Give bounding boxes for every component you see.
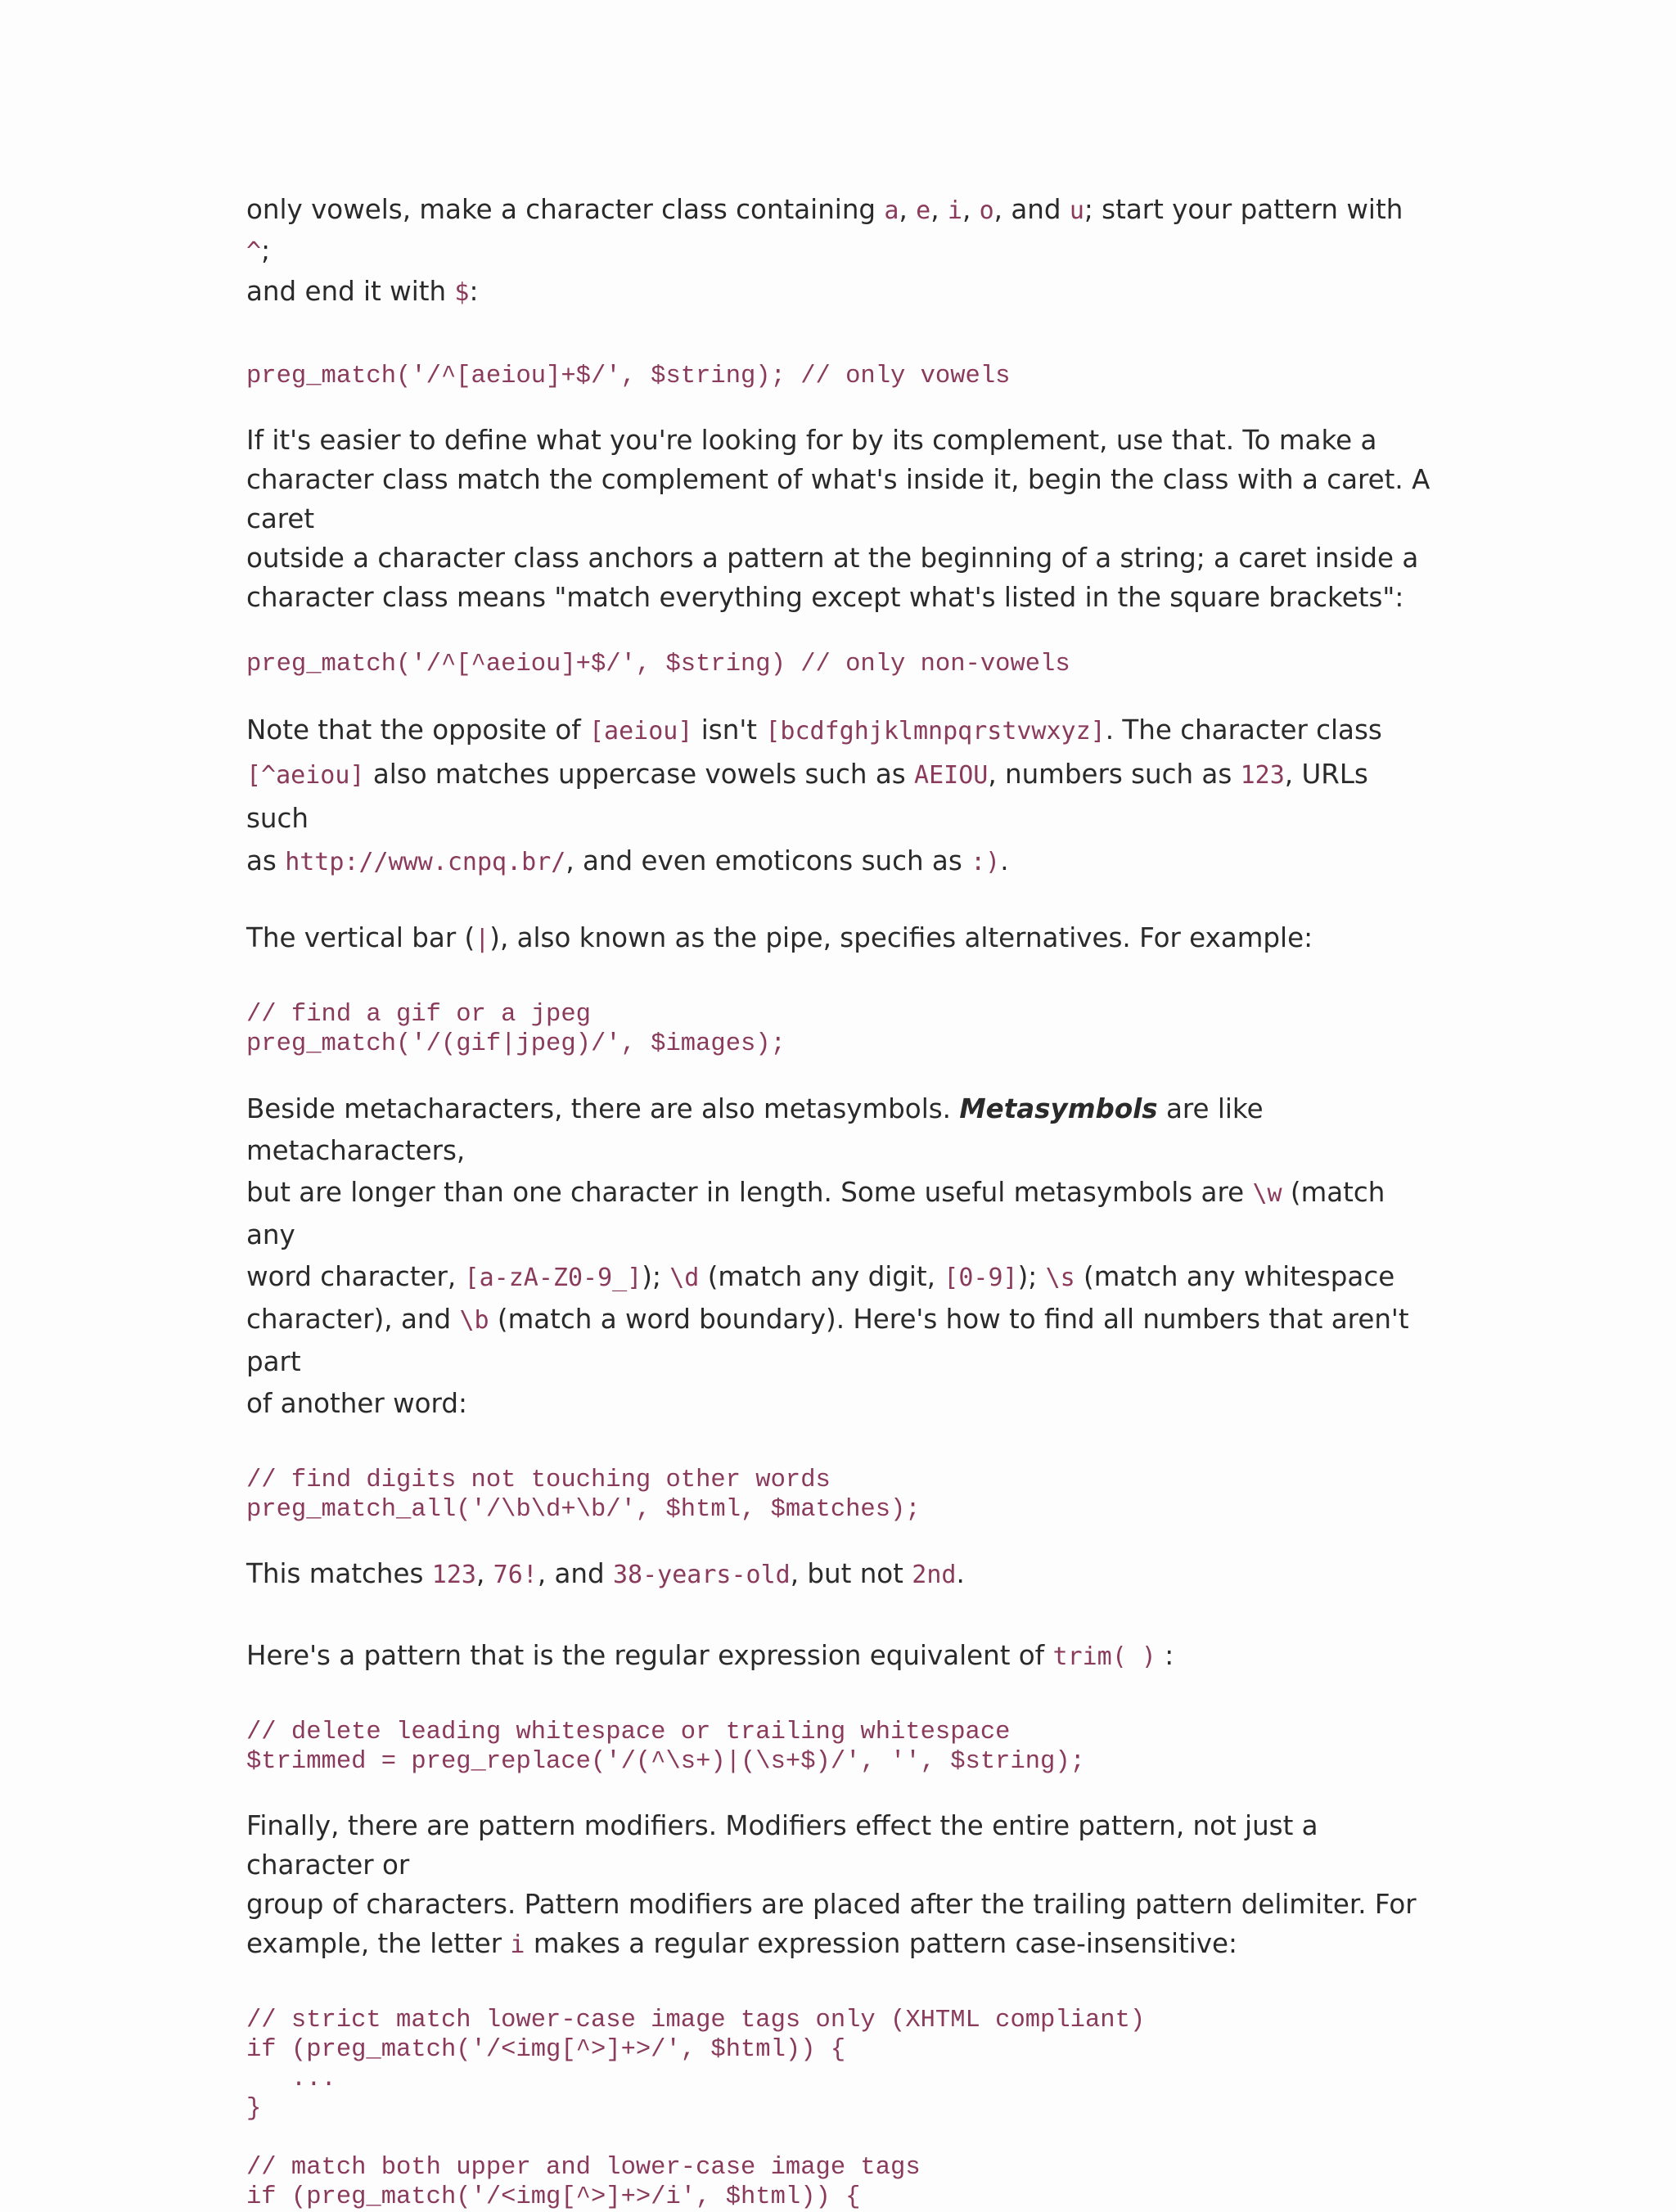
text-run: The vertical bar ( — [246, 922, 475, 953]
text-run: , and — [537, 1558, 613, 1589]
inline-code: \w — [1252, 1179, 1282, 1208]
text-run: also matches uppercase vowels such as — [364, 759, 915, 790]
text-run: , — [475, 1558, 493, 1589]
text-run: , and even emoticons such as — [565, 845, 971, 876]
code-line: // match both upper and lower-case image tags — [246, 2154, 921, 2182]
inline-code: o — [979, 196, 994, 225]
text-run: , — [930, 194, 948, 225]
code-line: ... — [246, 2066, 336, 2093]
code-block — [246, 362, 1433, 391]
inline-code: a — [884, 196, 899, 225]
inline-code: [aeiou] — [588, 717, 693, 746]
code-line: } — [246, 2095, 262, 2123]
body-paragraph — [246, 709, 1433, 884]
inline-code: ^ — [246, 237, 262, 266]
code-line: preg_match('/^[^aeiou]+$/', $string) // only non-vowels — [246, 651, 1070, 678]
code-block — [246, 1000, 1433, 1059]
code-line: $trimmed = preg_replace('/(^\s+)|(\s+$)/', '', $string); — [246, 1748, 1085, 1776]
text-run: (match any whitespace character), and — [246, 1261, 1395, 1335]
body-paragraph — [246, 1806, 1433, 1965]
page-content — [246, 190, 1433, 2212]
inline-code: 2nd — [912, 1561, 957, 1589]
code-block — [246, 650, 1433, 679]
inline-code: [bcdfghjklmnpqrstvwxyz] — [765, 717, 1106, 746]
text-run: Note that the opposite of — [246, 714, 589, 746]
body-paragraph — [246, 421, 1433, 617]
inline-code: [^aeiou] — [246, 761, 365, 790]
text-run: . — [956, 1558, 965, 1589]
code-line: // find digits not touching other words — [246, 1466, 831, 1494]
inline-code: u — [1069, 196, 1084, 225]
inline-code: 123 — [431, 1561, 476, 1589]
inline-code: \b — [459, 1306, 489, 1335]
text-run: ); — [642, 1261, 670, 1292]
text-run: (match any digit, — [699, 1261, 944, 1292]
code-block — [246, 1718, 1433, 1777]
inline-code: AEIOU — [914, 761, 989, 790]
code-line: preg_match_all('/\b\d+\b/', $html, $matches); — [246, 1496, 921, 1524]
inline-code: 123 — [1240, 761, 1285, 790]
text-run: (match any word character, — [246, 1177, 1385, 1292]
text-run: : — [1156, 1640, 1174, 1671]
text-run: , — [962, 194, 980, 225]
text-run: Finally, there are pattern modifiers. Modifiers effect the entire pattern, not just a character or group of characters. Pattern modifiers are placed after the trailing pattern delimiter. For example, the letter — [246, 1810, 1417, 1959]
code-line: if (preg_match('/<img[^>]+>/i', $html)) { — [246, 2183, 861, 2211]
text-run: , URLs such as — [246, 759, 1368, 876]
text-run: ; and end it with — [246, 235, 447, 307]
inline-code: $ — [454, 278, 470, 307]
code-line: if (preg_match('/<img[^>]+>/', $html)) { — [246, 2036, 846, 2064]
text-run: : — [469, 276, 479, 307]
inline-code: trim( ) — [1052, 1642, 1156, 1671]
emphasized-term: Metasymbols — [959, 1093, 1158, 1124]
text-run: Beside metacharacters, there are also metasymbols. — [246, 1093, 960, 1124]
inline-code: http://www.cnpq.br/ — [285, 848, 566, 876]
text-run: , — [899, 194, 917, 225]
text-run: , but not — [790, 1558, 912, 1589]
inline-code: :) — [971, 848, 1001, 876]
body-paragraph — [246, 1088, 1433, 1425]
text-run: ), also known as the pipe, specifies alternatives. For example: — [489, 922, 1313, 953]
code-block — [246, 1466, 1433, 1525]
text-run: makes a regular expression pattern case-insensitive: — [525, 1928, 1237, 1959]
body-paragraph — [246, 190, 1433, 313]
code-line: // find a gif or a jpeg — [246, 1001, 591, 1029]
text-run: ); — [1017, 1261, 1046, 1292]
body-paragraph — [246, 918, 1433, 959]
text-run: , numbers such as — [988, 759, 1241, 790]
code-line: // strict match lower-case image tags only (XHTML compliant) — [246, 2007, 1146, 2034]
text-run: , and — [993, 194, 1070, 225]
text-run: isn't — [692, 714, 766, 746]
text-run: Here's a pattern that is the regular expression equivalent of — [246, 1640, 1053, 1671]
inline-code: 76! — [493, 1561, 538, 1589]
inline-code: i — [947, 196, 962, 225]
inline-code: 38-years-old — [612, 1561, 791, 1589]
inline-code: i — [510, 1930, 525, 1959]
inline-code: \s — [1045, 1264, 1075, 1292]
text-run: . — [1000, 845, 1009, 876]
inline-code: e — [916, 196, 931, 225]
body-paragraph — [246, 1636, 1433, 1677]
code-line — [246, 2124, 1433, 2153]
code-block — [246, 2006, 1433, 2212]
text-run: ; start your pattern with — [1084, 194, 1412, 225]
code-line: // delete leading whitespace or trailing whitespace — [246, 1719, 1011, 1746]
text-run: only vowels, make a character class containing — [246, 194, 885, 225]
text-run: are like metacharacters, but are longer than one character in length. Some useful metasymbols are — [246, 1093, 1264, 1208]
inline-code: [a-zA-Z0-9_] — [464, 1264, 642, 1292]
body-paragraph — [246, 1554, 1433, 1595]
text-run: (match a word boundary). Here's how to find all numbers that aren't part of another word: — [246, 1304, 1409, 1419]
text-run: If it's easier to define what you're looking for by its complement, use that. To make a character class match the complement of what's inside it, begin the class with a caret. A caret outside a character class anchors a pattern at the beginning of a string; a caret inside a character class means "match everything except what's listed in the square brackets": — [246, 425, 1430, 613]
inline-code: \d — [669, 1264, 700, 1292]
code-line: preg_match('/^[aeiou]+$/', $string); // only vowels — [246, 363, 1011, 390]
inline-code: [0-9] — [944, 1264, 1018, 1292]
text-run: This matches — [246, 1558, 432, 1589]
inline-code: | — [475, 925, 490, 953]
text-run: . The character class — [1105, 714, 1382, 746]
code-line: preg_match('/(gif|jpeg)/', $images); — [246, 1030, 786, 1058]
